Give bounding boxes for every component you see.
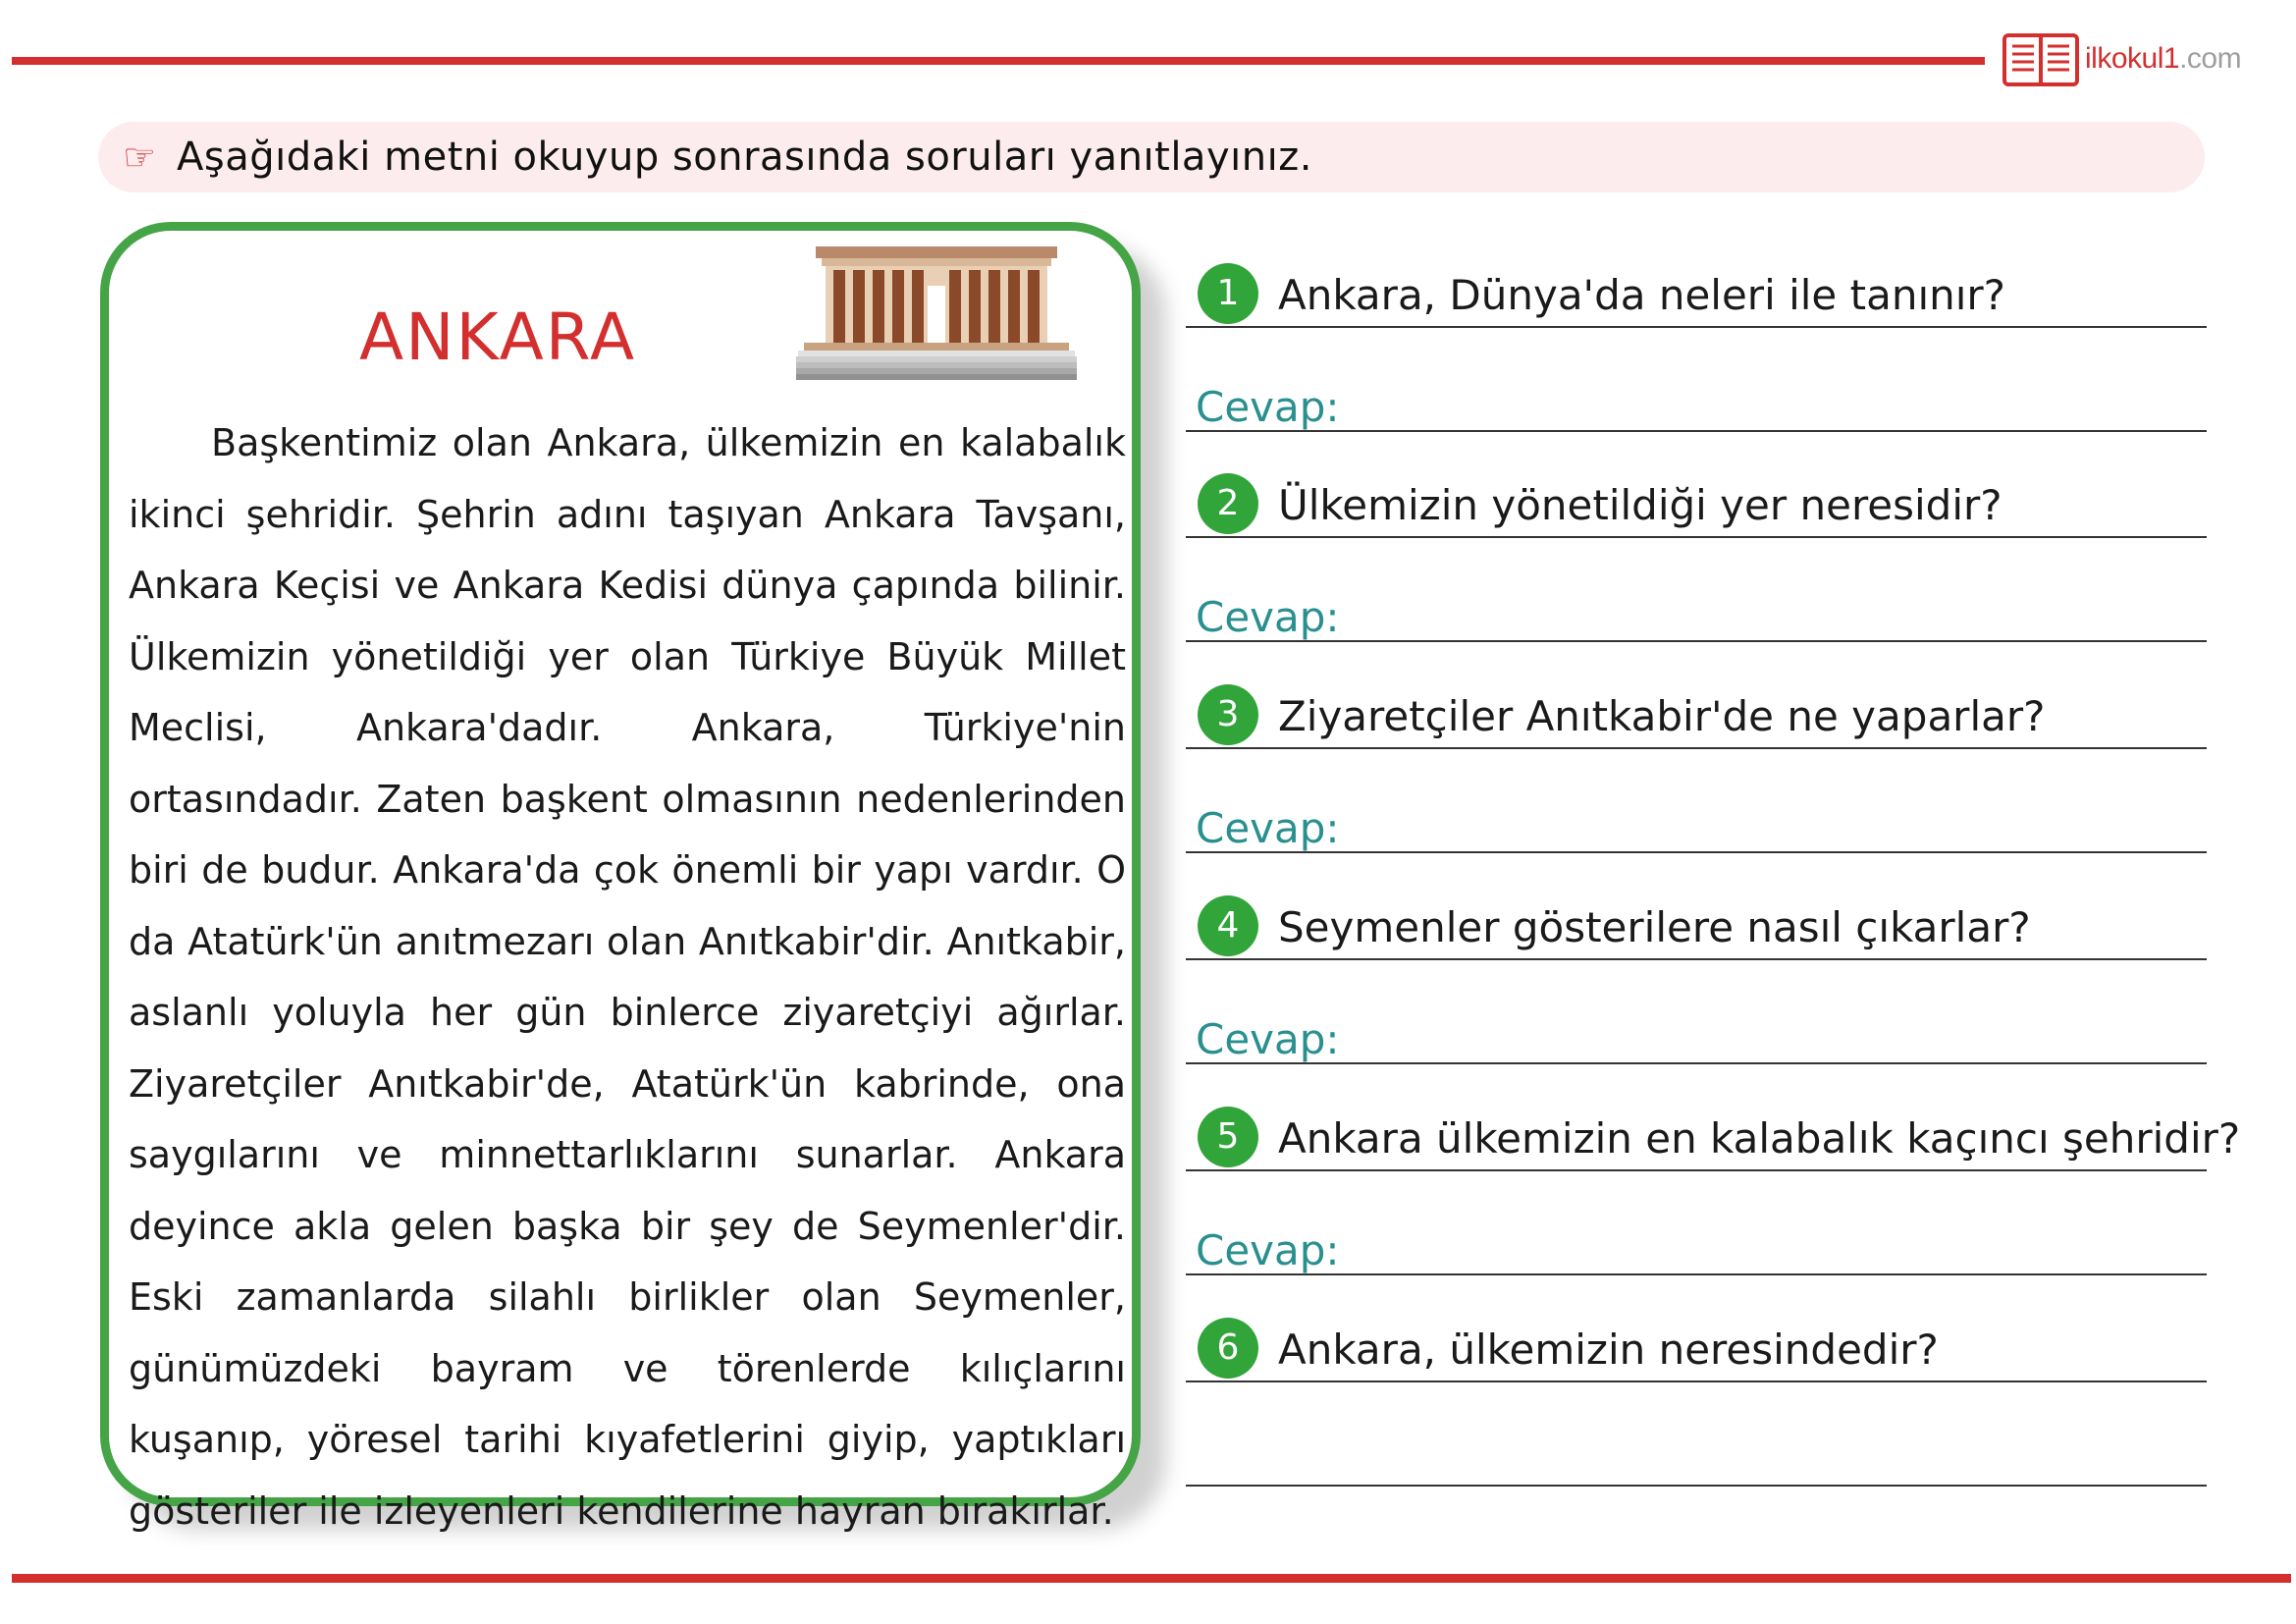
bottom-red-rule	[12, 1574, 2291, 1583]
question-3	[1186, 684, 2207, 853]
question-text: Ülkemizin yönetildiği yer neresidir?	[1278, 481, 2002, 529]
answer-line[interactable]	[1186, 1382, 2207, 1487]
answer-label: Cevap:	[1196, 804, 1340, 852]
question-text: Ziyaretçiler Anıtkabir'de ne yaparlar?	[1278, 692, 2046, 740]
question-1	[1186, 263, 2207, 432]
top-red-rule	[12, 57, 1985, 65]
question-4	[1186, 895, 2207, 1064]
answer-line[interactable]	[1186, 538, 2207, 642]
answer-label: Cevap:	[1196, 383, 1340, 431]
answer-line[interactable]	[1186, 749, 2207, 853]
reading-title: ANKARA	[359, 299, 637, 375]
question-6	[1186, 1318, 2207, 1487]
question-number-badge: 6	[1198, 1318, 1258, 1379]
question-row	[1186, 895, 2207, 960]
answer-label: Cevap:	[1196, 1226, 1340, 1274]
question-row	[1186, 1107, 2241, 1171]
book-icon	[2002, 31, 2079, 86]
pointing-hand-icon: ☞	[122, 135, 157, 179]
question-5	[1186, 1107, 2241, 1275]
question-number-badge: 5	[1198, 1107, 1258, 1167]
question-text: Ankara ülkemizin en kalabalık kaçıncı şehridir?	[1278, 1114, 2241, 1163]
answer-label: Cevap:	[1196, 1015, 1340, 1063]
question-text: Ankara, Dünya'da neleri ile tanınır?	[1278, 271, 2005, 319]
question-row	[1186, 684, 2207, 749]
question-row	[1186, 263, 2207, 328]
reading-card	[100, 222, 1141, 1533]
question-number-badge: 3	[1198, 684, 1258, 745]
answer-line[interactable]	[1186, 1171, 2207, 1275]
logo-domain-text: .com	[2179, 42, 2242, 75]
question-number-badge: 2	[1198, 473, 1258, 534]
question-text: Seymenler gösterilere nasıl çıkarlar?	[1278, 903, 2031, 951]
logo-text	[2085, 42, 2241, 76]
site-logo[interactable]	[2002, 29, 2241, 88]
instruction-text: Aşağıdaki metni okuyup sonrasında soruları yanıtlayınız.	[177, 135, 1312, 180]
question-number-badge: 1	[1198, 263, 1258, 324]
question-number-badge: 4	[1198, 895, 1258, 956]
logo-main-text: ilkokul1	[2085, 42, 2180, 75]
instruction-bar	[98, 122, 2205, 192]
anitkabir-monument-icon	[796, 246, 1077, 380]
question-2	[1186, 473, 2207, 642]
question-text: Ankara, ülkemizin neresindedir?	[1278, 1326, 1939, 1374]
question-row	[1186, 473, 2207, 538]
answer-label: Cevap:	[1196, 593, 1340, 641]
question-row	[1186, 1318, 2207, 1382]
reading-body: Başkentimiz olan Ankara, ülkemizin en kalabalık ikinci şehridir. Şehrin adını taşıyan Ankara Tavşanı, Ankara Keçisi ve Ankara Kedisi dünya çapında bilinir. Ülkemizin yönetildiği yer olan Türkiye Büyük Millet Meclisi, Ankara'dadır. Ankara, Türkiye'nin ortasındadır. Zaten başkent olmasının nedenlerinden biri de budur. Ankara'da çok önemli bir yapı vardır. O da Atatürk'ün anıtmezarı olan Anıtkabir'dir. Anıtkabir, aslanlı yoluyla her gün binlerce ziyaretçiyi ağırlar. Ziyaretçiler Anıtkabir'de, Atatürk'ün kabrinde, ona saygılarını ve minnettarlıklarını sunarlar. Ankara deyince akla gelen başka bir şey de Seymenler'dir. Eski zamanlarda silahlı birlikler olan Seymenler, günümüzdeki bayram ve törenlerde kılıçlarını kuşanıp, yöresel tarihi kıyafetlerini giyip, yaptıkları gösteriler ile izleyenleri kendilerine hayran bırakırlar.	[129, 421, 1126, 1533]
answer-line[interactable]	[1186, 960, 2207, 1064]
answer-line[interactable]	[1186, 328, 2207, 432]
